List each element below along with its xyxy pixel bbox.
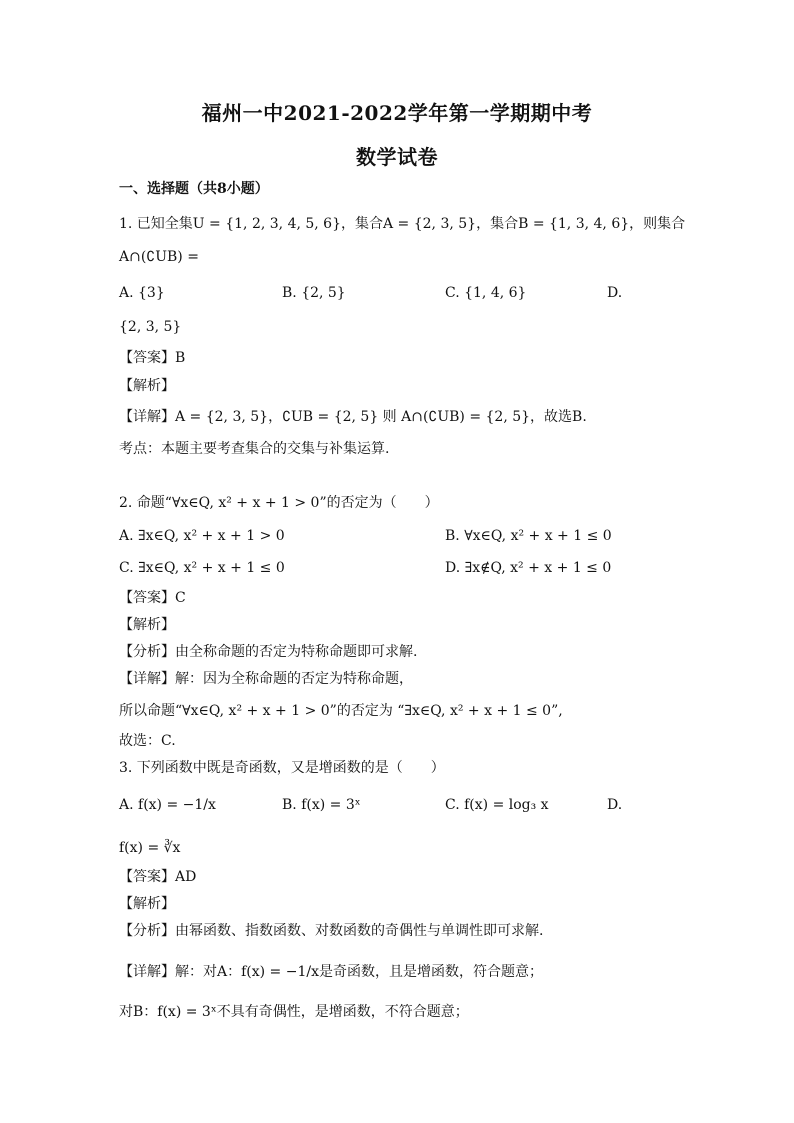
q2-detail-cont: 所以命题“∀x∈Q, x² + x + 1 > 0”的否定为 “∃x∈Q, x² + x + 1 ≤ 0”, <box>119 703 563 719</box>
q3-analysis-label: 【解析】 <box>119 896 175 912</box>
q1-note: 考点：本题主要考查集合的交集与补集运算. <box>119 441 390 457</box>
q2-detail: 【详解】解：因为全称命题的否定为特称命题， <box>119 671 413 687</box>
q3-stem: 3. 下列函数中既是奇函数，又是增函数的是（ ） <box>119 760 445 776</box>
q1-option-d-value: {2, 3, 5} <box>119 319 182 335</box>
q2-option-d: D. ∃x∉Q, x² + x + 1 ≤ 0 <box>445 560 612 576</box>
q3-analysis: 【分析】由幂函数、指数函数、对数函数的奇偶性与单调性即可求解. <box>119 923 544 939</box>
page-subtitle: 数学试卷 <box>356 145 438 169</box>
q3-detail: 【详解】解：对A：f(x) = −1/x是奇函数，且是增函数，符合题意； <box>119 964 543 980</box>
q1-analysis-label: 【解析】 <box>119 378 175 394</box>
page-title: 福州一中2021-2022学年第一学期期中考 <box>201 101 593 125</box>
q1-option-d: D. <box>607 285 623 301</box>
q2-analysis-label: 【解析】 <box>119 617 175 633</box>
q2-option-c: C. ∃x∈Q, x² + x + 1 ≤ 0 <box>119 560 285 576</box>
q3-option-c: C. f(x) = log₃ x <box>445 797 549 813</box>
q3-detail-cont: 对B：f(x) = 3ˣ不具有奇偶性，是增函数，不符合题意； <box>119 1004 469 1020</box>
q3-answer: 【答案】AD <box>119 869 197 885</box>
q1-stem-cont: A∩(∁UB) = <box>119 249 199 265</box>
q3-option-a: A. f(x) = −1/x <box>119 797 216 813</box>
q3-option-d: D. <box>607 797 623 813</box>
q2-option-a: A. ∃x∈Q, x² + x + 1 > 0 <box>119 528 285 544</box>
section-heading: 一、选择题（共8小题） <box>119 181 269 197</box>
q1-stem: 1. 已知全集U = {1, 2, 3, 4, 5, 6}，集合A = {2, 3, 5}，集合B = {1, 3, 4, 6}，则集合 <box>119 216 686 232</box>
q2-option-b: B. ∀x∈Q, x² + x + 1 ≤ 0 <box>445 528 612 544</box>
q1-option-c: C. {1, 4, 6} <box>445 285 527 301</box>
q3-option-d-value: f(x) = ∛x <box>119 840 181 856</box>
q2-analysis: 【分析】由全称命题的否定为特称命题即可求解. <box>119 644 418 660</box>
q1-detail: 【详解】A = {2, 3, 5}，∁UB = {2, 5} 则 A∩(∁UB) = {2, 5}，故选B. <box>119 409 587 425</box>
q1-answer: 【答案】B <box>119 350 186 366</box>
q1-option-a: A. {3} <box>119 285 165 301</box>
q1-option-b: B. {2, 5} <box>282 285 346 301</box>
q3-option-b: B. f(x) = 3ˣ <box>282 797 361 813</box>
q2-stem: 2. 命题“∀x∈Q, x² + x + 1 > 0”的否定为（ ） <box>119 495 439 511</box>
q2-answer: 【答案】C <box>119 590 186 606</box>
q2-conclusion: 故选：C. <box>119 733 176 749</box>
